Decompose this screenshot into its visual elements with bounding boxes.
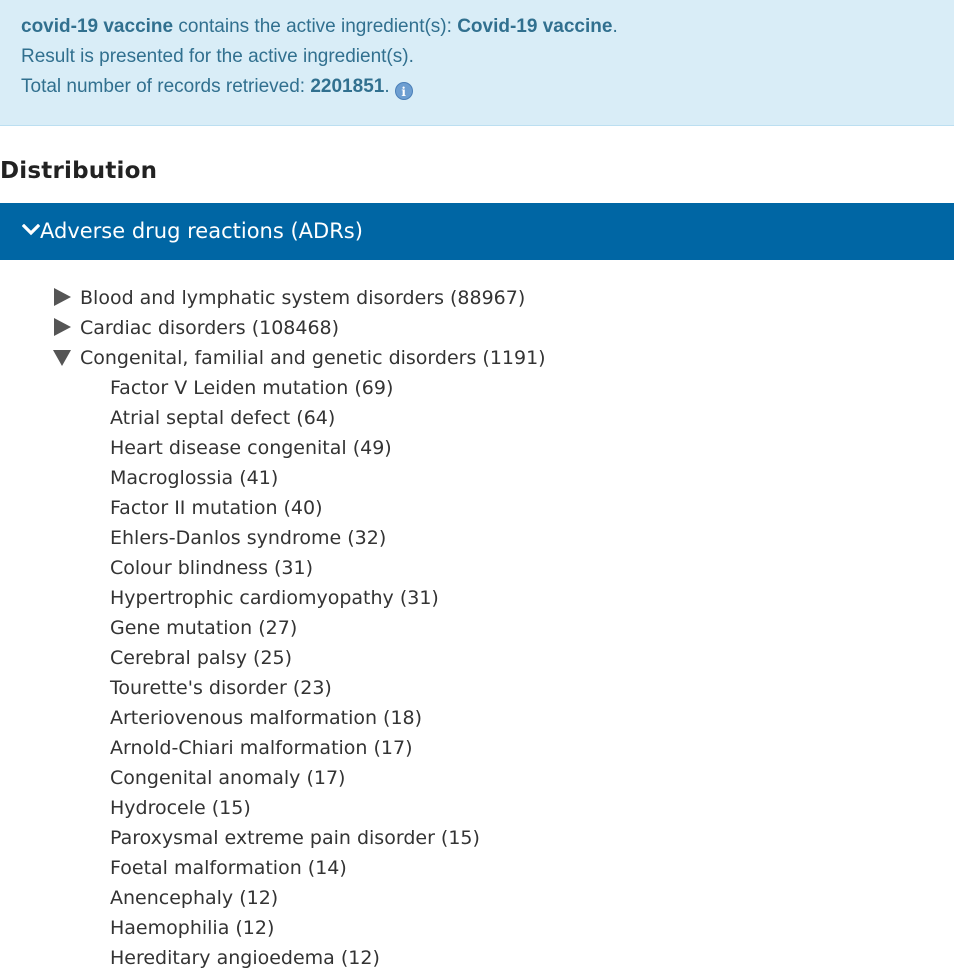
total-label: Total number of records retrieved: xyxy=(21,76,311,97)
tree-child-item[interactable]: Factor II mutation (40) xyxy=(110,497,323,519)
tree-child-item[interactable]: Hereditary angioedema (12) xyxy=(110,947,380,969)
tree-category-label: Cardiac disorders (108468) xyxy=(80,317,340,339)
tree-child-item[interactable]: Tourette's disorder (23) xyxy=(110,677,332,699)
tree-child-item[interactable]: Gene mutation (27) xyxy=(110,617,298,639)
tree-child-item[interactable]: Atrial septal defect (64) xyxy=(110,407,336,429)
tree-child-item[interactable]: Haemophilia (12) xyxy=(110,917,275,939)
tree-category[interactable] xyxy=(52,343,546,373)
triangle-right-icon[interactable] xyxy=(52,317,72,337)
tree-child-item[interactable]: Colour blindness (31) xyxy=(110,557,313,579)
ingredient-line xyxy=(21,16,618,38)
triangle-down-icon[interactable] xyxy=(52,347,72,367)
tree-child-item[interactable]: Heart disease congenital (49) xyxy=(110,437,392,459)
tree-child-item[interactable]: Hypertrophic cardiomyopathy (31) xyxy=(110,587,439,609)
tree-child-item[interactable]: Arnold-Chiari malformation (17) xyxy=(110,737,413,759)
ingredient-name: Covid-19 vaccine xyxy=(457,16,613,37)
tree-category[interactable] xyxy=(52,283,525,313)
tree-child-item[interactable]: Anencephaly (12) xyxy=(110,887,279,909)
tree-child-item[interactable]: Ehlers-Danlos syndrome (32) xyxy=(110,527,387,549)
result-line: Result is presented for the active ingredient(s). xyxy=(21,46,414,67)
contains-text: contains the active ingredient(s): xyxy=(173,16,458,37)
distribution-title: Distribution xyxy=(0,158,158,184)
adr-panel-label: Adverse drug reactions (ADRs) xyxy=(40,219,363,243)
triangle-right-icon[interactable] xyxy=(52,287,72,307)
tree-child-item[interactable]: Foetal malformation (14) xyxy=(110,857,347,879)
tree-child-item[interactable]: Hydrocele (15) xyxy=(110,797,251,819)
tree-child-item[interactable]: Macroglossia (41) xyxy=(110,467,279,489)
tree-child-item[interactable]: Paroxysmal extreme pain disorder (15) xyxy=(110,827,480,849)
tree-category-label: Blood and lymphatic system disorders (88967) xyxy=(80,287,526,309)
chevron-down-icon xyxy=(22,224,40,236)
info-icon[interactable]: i xyxy=(395,82,413,100)
tree-child-item[interactable]: Factor V Leiden mutation (69) xyxy=(110,377,394,399)
ingredient-search-term: covid-19 vaccine xyxy=(21,16,174,37)
total-count: 2201851 xyxy=(310,76,385,97)
period: . xyxy=(612,16,618,37)
result-info-box xyxy=(0,0,954,126)
total-records-line xyxy=(21,76,413,100)
tree-category-label: Congenital, familial and genetic disorders (1191) xyxy=(80,347,546,369)
tree-child-item[interactable]: Cerebral palsy (25) xyxy=(110,647,293,669)
period: . xyxy=(384,76,390,97)
tree-category[interactable] xyxy=(52,313,339,343)
tree-child-item[interactable]: Arteriovenous malformation (18) xyxy=(110,707,423,729)
tree-child-item[interactable]: Congenital anomaly (17) xyxy=(110,767,346,789)
adr-panel-header[interactable] xyxy=(0,203,954,260)
